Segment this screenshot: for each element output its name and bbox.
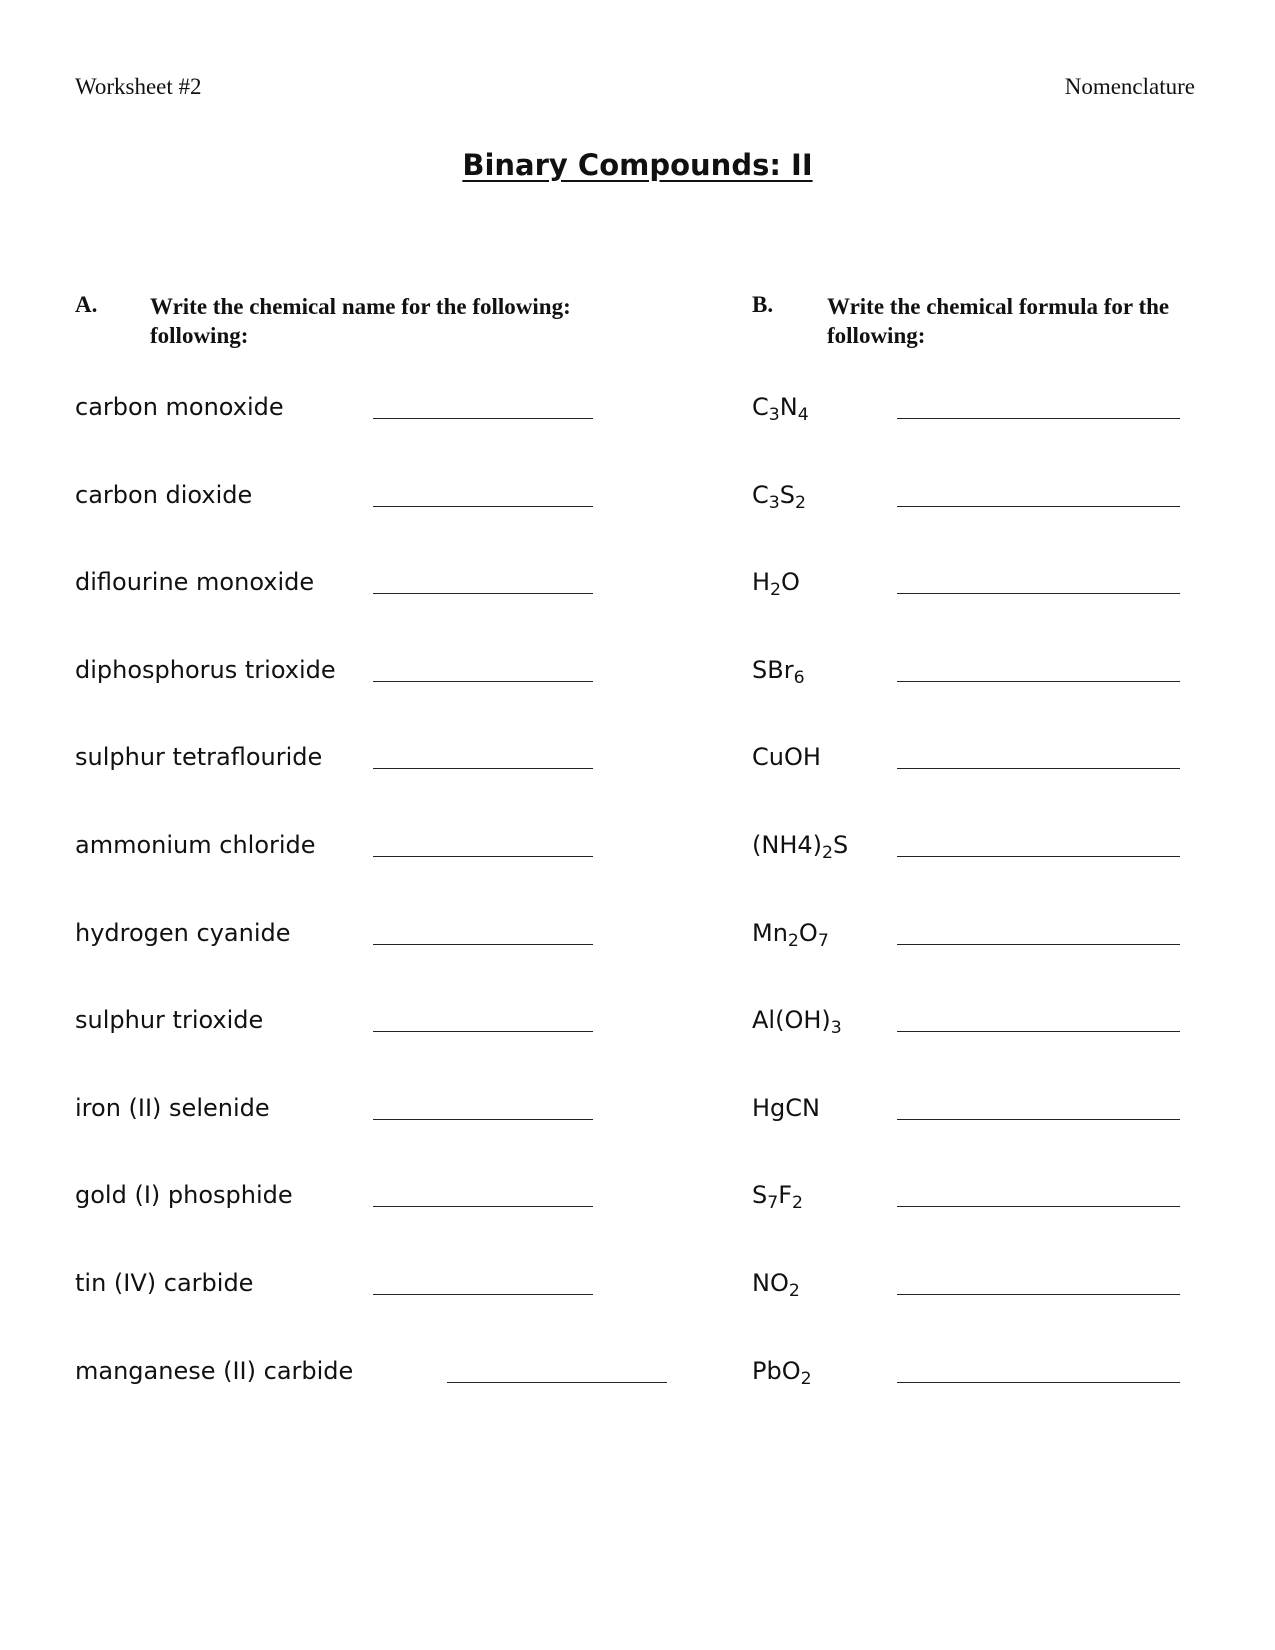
formula-question-row [0, 919, 1275, 959]
compound-name: sulphur trioxide [75, 1006, 264, 1035]
answer-blank-name[interactable] [897, 506, 1180, 507]
chemical-formula: HgCN [752, 1093, 820, 1122]
answer-blank-name[interactable] [897, 768, 1180, 769]
answer-blank-name[interactable] [897, 1031, 1180, 1032]
formula-question-row [0, 1006, 1275, 1046]
chemical-formula: $Al(OH)_3$ [752, 1006, 842, 1039]
chemical-formula: $(NH4)_2S$ [752, 831, 849, 863]
formula-question-row [0, 831, 1275, 871]
compound-name: hydrogen cyanide [75, 918, 291, 947]
formula-question-row [0, 568, 1275, 608]
answer-blank-name[interactable] [897, 1382, 1180, 1383]
chemical-formula: CuOH [752, 743, 821, 772]
chemical-formula: $NO_2$ [752, 1269, 800, 1301]
worksheet-topic: Nomenclature [1064, 74, 1195, 99]
section-b-letter: B. [752, 292, 774, 317]
answer-blank-name[interactable] [897, 593, 1180, 594]
section-a-instruction: Write the chemical name for the following: following: [150, 294, 571, 348]
formula-question-row [0, 743, 1275, 783]
compound-name: tin (IV) carbide [75, 1269, 254, 1297]
section-a-letter: A. [75, 292, 98, 317]
chemical-formula: $C_3S_2$ [752, 480, 806, 513]
answer-blank-name[interactable] [897, 1206, 1180, 1207]
chemical-formula: $Mn_2O_7$ [752, 918, 829, 951]
chemical-formula: SBr$_6$ [752, 655, 805, 688]
formula-question-row [0, 1269, 1275, 1309]
compound-name: sulphur tetraflouride [75, 743, 323, 772]
answer-blank-name[interactable] [897, 1119, 1180, 1120]
chemical-formula: PbO$_2$ [752, 1356, 812, 1389]
formula-question-row [0, 656, 1275, 696]
answer-blank-name[interactable] [897, 418, 1180, 419]
formula-question-row [0, 1181, 1275, 1221]
compound-name: diphosphorus trioxide [75, 655, 336, 684]
answer-blank-name[interactable] [897, 856, 1180, 857]
compound-name: carbon dioxide [75, 480, 253, 509]
compound-name: diflourine monoxide [75, 568, 315, 597]
formula-question-row [0, 1094, 1275, 1134]
answer-blank-name[interactable] [897, 1294, 1180, 1295]
chemical-formula: $C_3N_4$ [752, 393, 809, 425]
answer-blank-name[interactable] [897, 944, 1180, 945]
chemical-formula: $H_2O$ [752, 568, 800, 601]
formula-question-row [0, 393, 1275, 433]
chemical-formula: $S_7F_2$ [752, 1181, 804, 1214]
compound-name: ammonium chloride [75, 831, 316, 859]
compound-name: iron (II) selenide [75, 1093, 270, 1122]
compound-name: carbon monoxide [75, 393, 284, 421]
worksheet-number: Worksheet #2 [75, 74, 202, 99]
page-title: Binary Compounds: II [462, 148, 813, 182]
compound-name: manganese (II) carbide [75, 1356, 354, 1385]
formula-question-row [0, 481, 1275, 521]
section-b-instruction: Write the chemical formula for the following: [827, 294, 1170, 348]
answer-blank-name[interactable] [897, 681, 1180, 682]
formula-question-row [0, 1357, 1275, 1397]
compound-name: gold (I) phosphide [75, 1181, 293, 1210]
